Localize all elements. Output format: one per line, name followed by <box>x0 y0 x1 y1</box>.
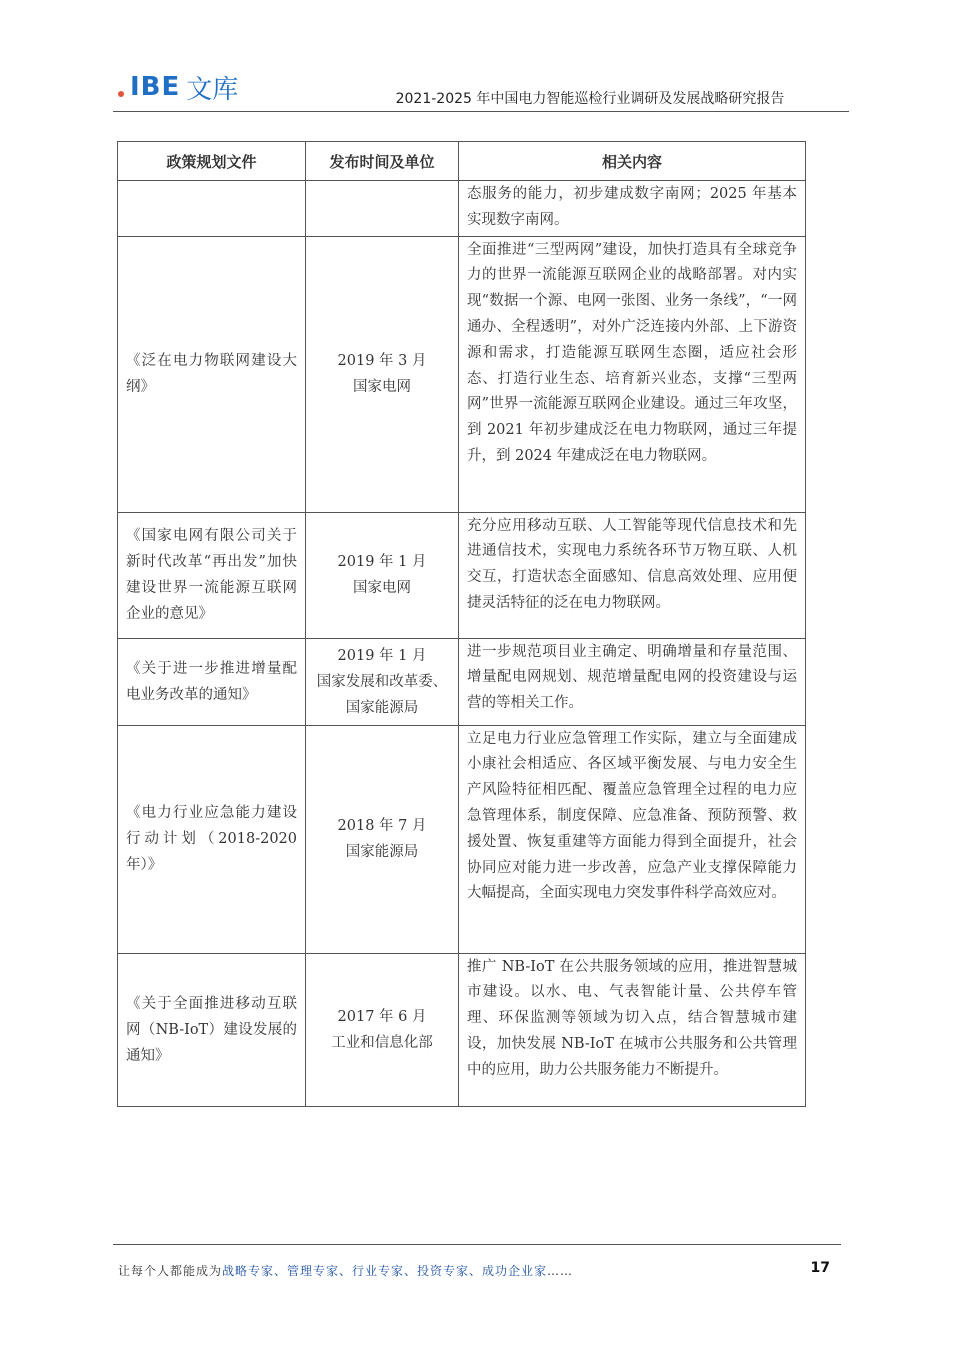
row-unit: 国家发展和改革委、国家能源局 <box>316 673 448 716</box>
footer-suffix: …… <box>547 1264 574 1278</box>
row-content: 全面推进“三型两网”建设，加快打造具有全球竞争力的世界一流能源互联网企业的战略部署。对内实现“数据一个源、电网一张图、业务一条线”，“一网通办、全程透明”，对外广泛连接内外部、上下游资源和需求，打造能源互联网生态圈，适应社会形态、打造行业生态、培育新兴业态，支撑“三型两网”世界一流能源互联网企业建设。通过三年攻坚，到 2021 年初步建成泛在电力物联网，通过三年提升，到 2024 年建成泛在电力物联网。 <box>459 236 806 512</box>
row-content: 立足电力行业应急管理工作实际，建立与全面建成小康社会相适应、各区域平衡发展、与电力安全生产风险特征相匹配、覆盖应急管理全过程的电力应急管理体系，制度保障、应急准备、预防预警、救援处置、恢复重建等方面能力得到全面提升，社会协同应对能力进一步改善，应急产业支撑保障能力大幅提高，全面实现电力突发事件科学高效应对。 <box>459 725 806 953</box>
footer-prefix: 让每个人都能成为 <box>118 1264 223 1278</box>
row-document <box>118 181 306 237</box>
header-divider <box>113 111 849 112</box>
column-header-content: 相关内容 <box>459 142 806 181</box>
row-document: 《关于全面推进移动互联网（NB-IoT）建设发展的通知》 <box>118 953 306 1106</box>
footer-divider <box>113 1244 841 1245</box>
table-row <box>118 512 806 638</box>
table-row <box>118 725 806 953</box>
row-date-unit <box>306 638 459 725</box>
row-date-unit <box>306 512 459 638</box>
row-unit: 国家电网 <box>353 580 411 597</box>
row-unit: 国家电网 <box>353 379 411 396</box>
table-row <box>118 953 806 1106</box>
row-date-unit <box>306 725 459 953</box>
column-header-date-unit: 发布时间及单位 <box>306 142 459 181</box>
row-content: 充分应用移动互联、人工智能等现代信息技术和先进通信技术，实现电力系统各环节万物互联、人机交互，打造状态全面感知、信息高效处理、应用便捷灵活特征的泛在电力物联网。 <box>459 512 806 638</box>
row-document: 《国家电网有限公司关于新时代改革“再出发”加快建设世界一流能源互联网企业的意见》 <box>118 512 306 638</box>
row-date-unit <box>306 236 459 512</box>
row-content: 进一步规范项目业主确定、明确增量和存量范围、增量配电网规划、规范增量配电网的投资建设与运营的等相关工作。 <box>459 638 806 725</box>
row-unit: 国家能源局 <box>345 844 419 861</box>
page-number: 17 <box>810 1260 830 1276</box>
logo-mark: IBE <box>130 72 181 102</box>
report-title: 2021-2025 年中国电力智能巡检行业调研及发展战略研究报告 <box>395 91 785 107</box>
row-date: 2019 年 1 月 <box>337 647 427 664</box>
logo-text: 文库 <box>186 74 239 105</box>
row-document: 《泛在电力物联网建设大纲》 <box>118 236 306 512</box>
table-header-row <box>118 142 806 181</box>
row-date: 2019 年 3 月 <box>337 353 427 370</box>
row-date: 2018 年 7 月 <box>337 818 427 835</box>
row-date: 2017 年 6 月 <box>337 1008 427 1025</box>
table-row <box>118 638 806 725</box>
row-date-unit <box>306 953 459 1106</box>
row-document: 《电力行业应急能力建设行动计划（2018-2020 年）》 <box>118 725 306 953</box>
table-row <box>118 181 806 237</box>
logo-dot <box>118 91 124 97</box>
row-content: 态服务的能力，初步建成数字南网；2025 年基本实现数字南网。 <box>459 181 806 237</box>
footer-highlight: 战略专家、管理专家、行业专家、投资专家、成功企业家 <box>222 1264 548 1278</box>
policy-table <box>117 141 806 1107</box>
row-unit: 工业和信息化部 <box>331 1034 433 1051</box>
row-document: 《关于进一步推进增量配电业务改革的通知》 <box>118 638 306 725</box>
logo <box>118 70 238 104</box>
row-content: 推广 NB-IoT 在公共服务领域的应用，推进智慧城市建设。以水、电、气表智能计量、公共停车管理、环保监测等领域为切入点，结合智慧城市建设，加快发展 NB-IoT 在城市公共服务和公共管理中的应用，助力公共服务能力不断提升。 <box>459 953 806 1106</box>
table-row <box>118 236 806 512</box>
row-date-unit <box>306 181 459 237</box>
row-date: 2019 年 1 月 <box>337 554 427 571</box>
column-header-document: 政策规划文件 <box>118 142 306 181</box>
footer-slogan <box>118 1262 573 1279</box>
